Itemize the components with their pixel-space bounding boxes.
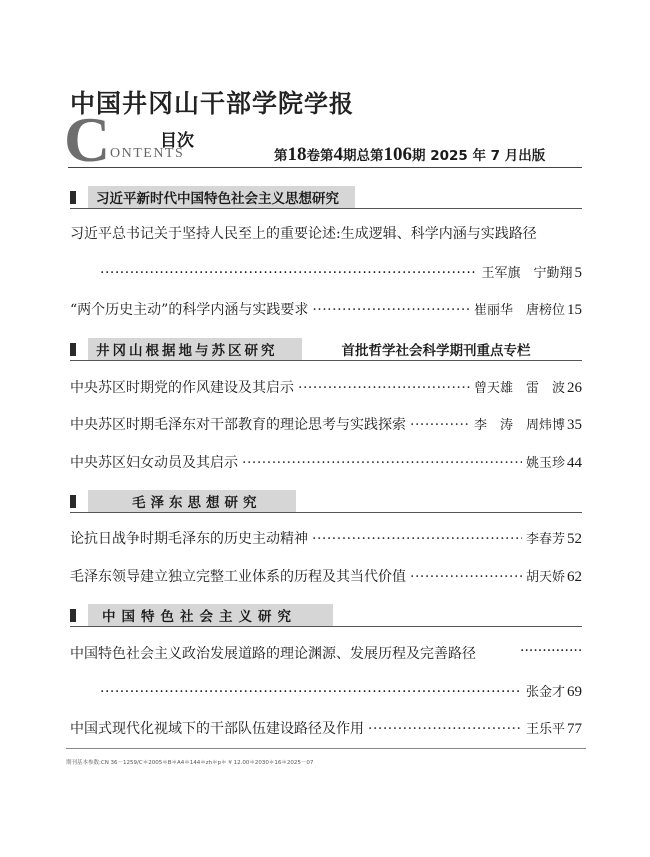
toc-entry-authors: 王乐平	[525, 722, 565, 737]
footer-parameters: 期刊基本参数:CN 36－1259/C＊2005＊B＊A4＊144＊zh＊p＊ ¥ 12.00＊2030＊16＊2025－07	[66, 760, 314, 766]
journal-suffix: 学报	[304, 90, 355, 118]
section-header-3	[70, 490, 578, 512]
section-header-2	[70, 338, 578, 360]
section-title: 习近平新时代中国特色社会主义思想研究	[88, 186, 355, 208]
toc-entry-title: 中国式现代化视域下的干部队伍建设路径及作用	[70, 721, 364, 737]
toc-entry-authors: 李春芳	[525, 532, 565, 547]
contents-title-en: ONTENTS	[110, 146, 185, 161]
toc-entry-authors: 张金才	[525, 685, 565, 700]
journal-name: 中国井冈山干部学院学报	[70, 89, 355, 118]
toc-entry-page: 44	[567, 455, 582, 471]
leader-dots	[520, 643, 582, 659]
toc-entry-authors: 李 涛 周炜博	[473, 418, 565, 433]
section-header-4	[70, 604, 578, 626]
toc-entry[interactable]	[70, 299, 582, 319]
toc-entry-page: 52	[567, 531, 582, 547]
section-rule	[70, 512, 582, 513]
section-marker	[70, 343, 76, 356]
contents-big-letter: C	[64, 104, 111, 175]
leader-dots	[312, 531, 522, 547]
leader-dots	[312, 302, 470, 318]
toc-entry-title: 中央苏区时期毛泽东对干部教育的理论思考与实践探索	[70, 417, 406, 433]
contents-title-cn: 目次	[160, 131, 194, 151]
section-rule	[70, 208, 582, 209]
section-marker	[70, 609, 76, 622]
toc-entry-page: 69	[567, 684, 582, 700]
leader-dots	[410, 417, 470, 433]
toc-entry-page: 35	[567, 417, 582, 433]
toc-entry-continuation[interactable]	[100, 262, 582, 282]
toc-entry-page: 77	[567, 721, 582, 737]
section-header-1	[70, 186, 578, 208]
toc-entry-authors: 崔丽华 唐榜位	[473, 303, 565, 318]
section-title: 毛泽东思想研究	[88, 490, 296, 512]
toc-entry-title: 毛泽东领导建立独立完整工业体系的历程及其当代价值	[70, 569, 406, 585]
section-marker	[70, 191, 76, 204]
section-title: 中国特色社会主义研究	[88, 604, 333, 626]
toc-entry[interactable]	[70, 566, 582, 586]
toc-entry-page: 15	[567, 302, 582, 318]
toc-entry-title: 论抗日战争时期毛泽东的历史主动精神	[70, 531, 308, 547]
leader-dots	[410, 569, 522, 585]
issue-info: 第18卷第4期总第106期 2025 年 7 月出版	[274, 144, 546, 165]
toc-entry-authors: 曾天雄 雷 波	[473, 381, 565, 396]
toc-entry-title[interactable]: 中国特色社会主义政治发展道路的理论渊源、发展历程及完善路径	[70, 646, 476, 662]
toc-entry-page: 26	[567, 380, 582, 396]
toc-entry-authors: 胡天娇	[525, 570, 565, 585]
toc-entry-page: 5	[574, 265, 582, 281]
toc-entry-authors: 姚玉珍	[525, 456, 565, 471]
toc-entry[interactable]	[70, 452, 582, 472]
leader-dots	[242, 455, 522, 471]
toc-entry[interactable]	[70, 377, 582, 397]
toc-entry[interactable]	[70, 718, 582, 738]
toc-entry-title[interactable]: 习近平总书记关于坚持人民至上的重要论述:生成逻辑、科学内涵与实践路径	[70, 226, 537, 242]
footer-rule	[66, 748, 586, 749]
section-rule	[70, 626, 582, 627]
section-column-label: 首批哲学社会科学期刊重点专栏	[341, 343, 531, 359]
toc-entry-title: 中央苏区时期党的作风建设及其启示	[70, 380, 294, 396]
toc-entry-continuation[interactable]	[100, 681, 582, 701]
toc-entry[interactable]	[70, 528, 582, 548]
toc-entry-authors: 王军旗 宁勤翔	[481, 266, 573, 281]
section-rule	[70, 360, 582, 361]
toc-entry-page: 62	[567, 569, 582, 585]
leader-dots	[100, 265, 475, 281]
toc-entry-title: 中央苏区妇女动员及其启示	[70, 455, 238, 471]
toc-entry-title: “两个历史主动”的科学内涵与实践要求	[70, 302, 309, 318]
leader-dots	[298, 380, 470, 396]
section-title: 井冈山根据地与苏区研究	[88, 338, 302, 360]
section-marker	[70, 495, 76, 508]
header-rule	[68, 167, 582, 168]
leader-dots	[100, 684, 520, 700]
toc-entry[interactable]	[70, 414, 582, 434]
leader-dots	[368, 721, 522, 737]
